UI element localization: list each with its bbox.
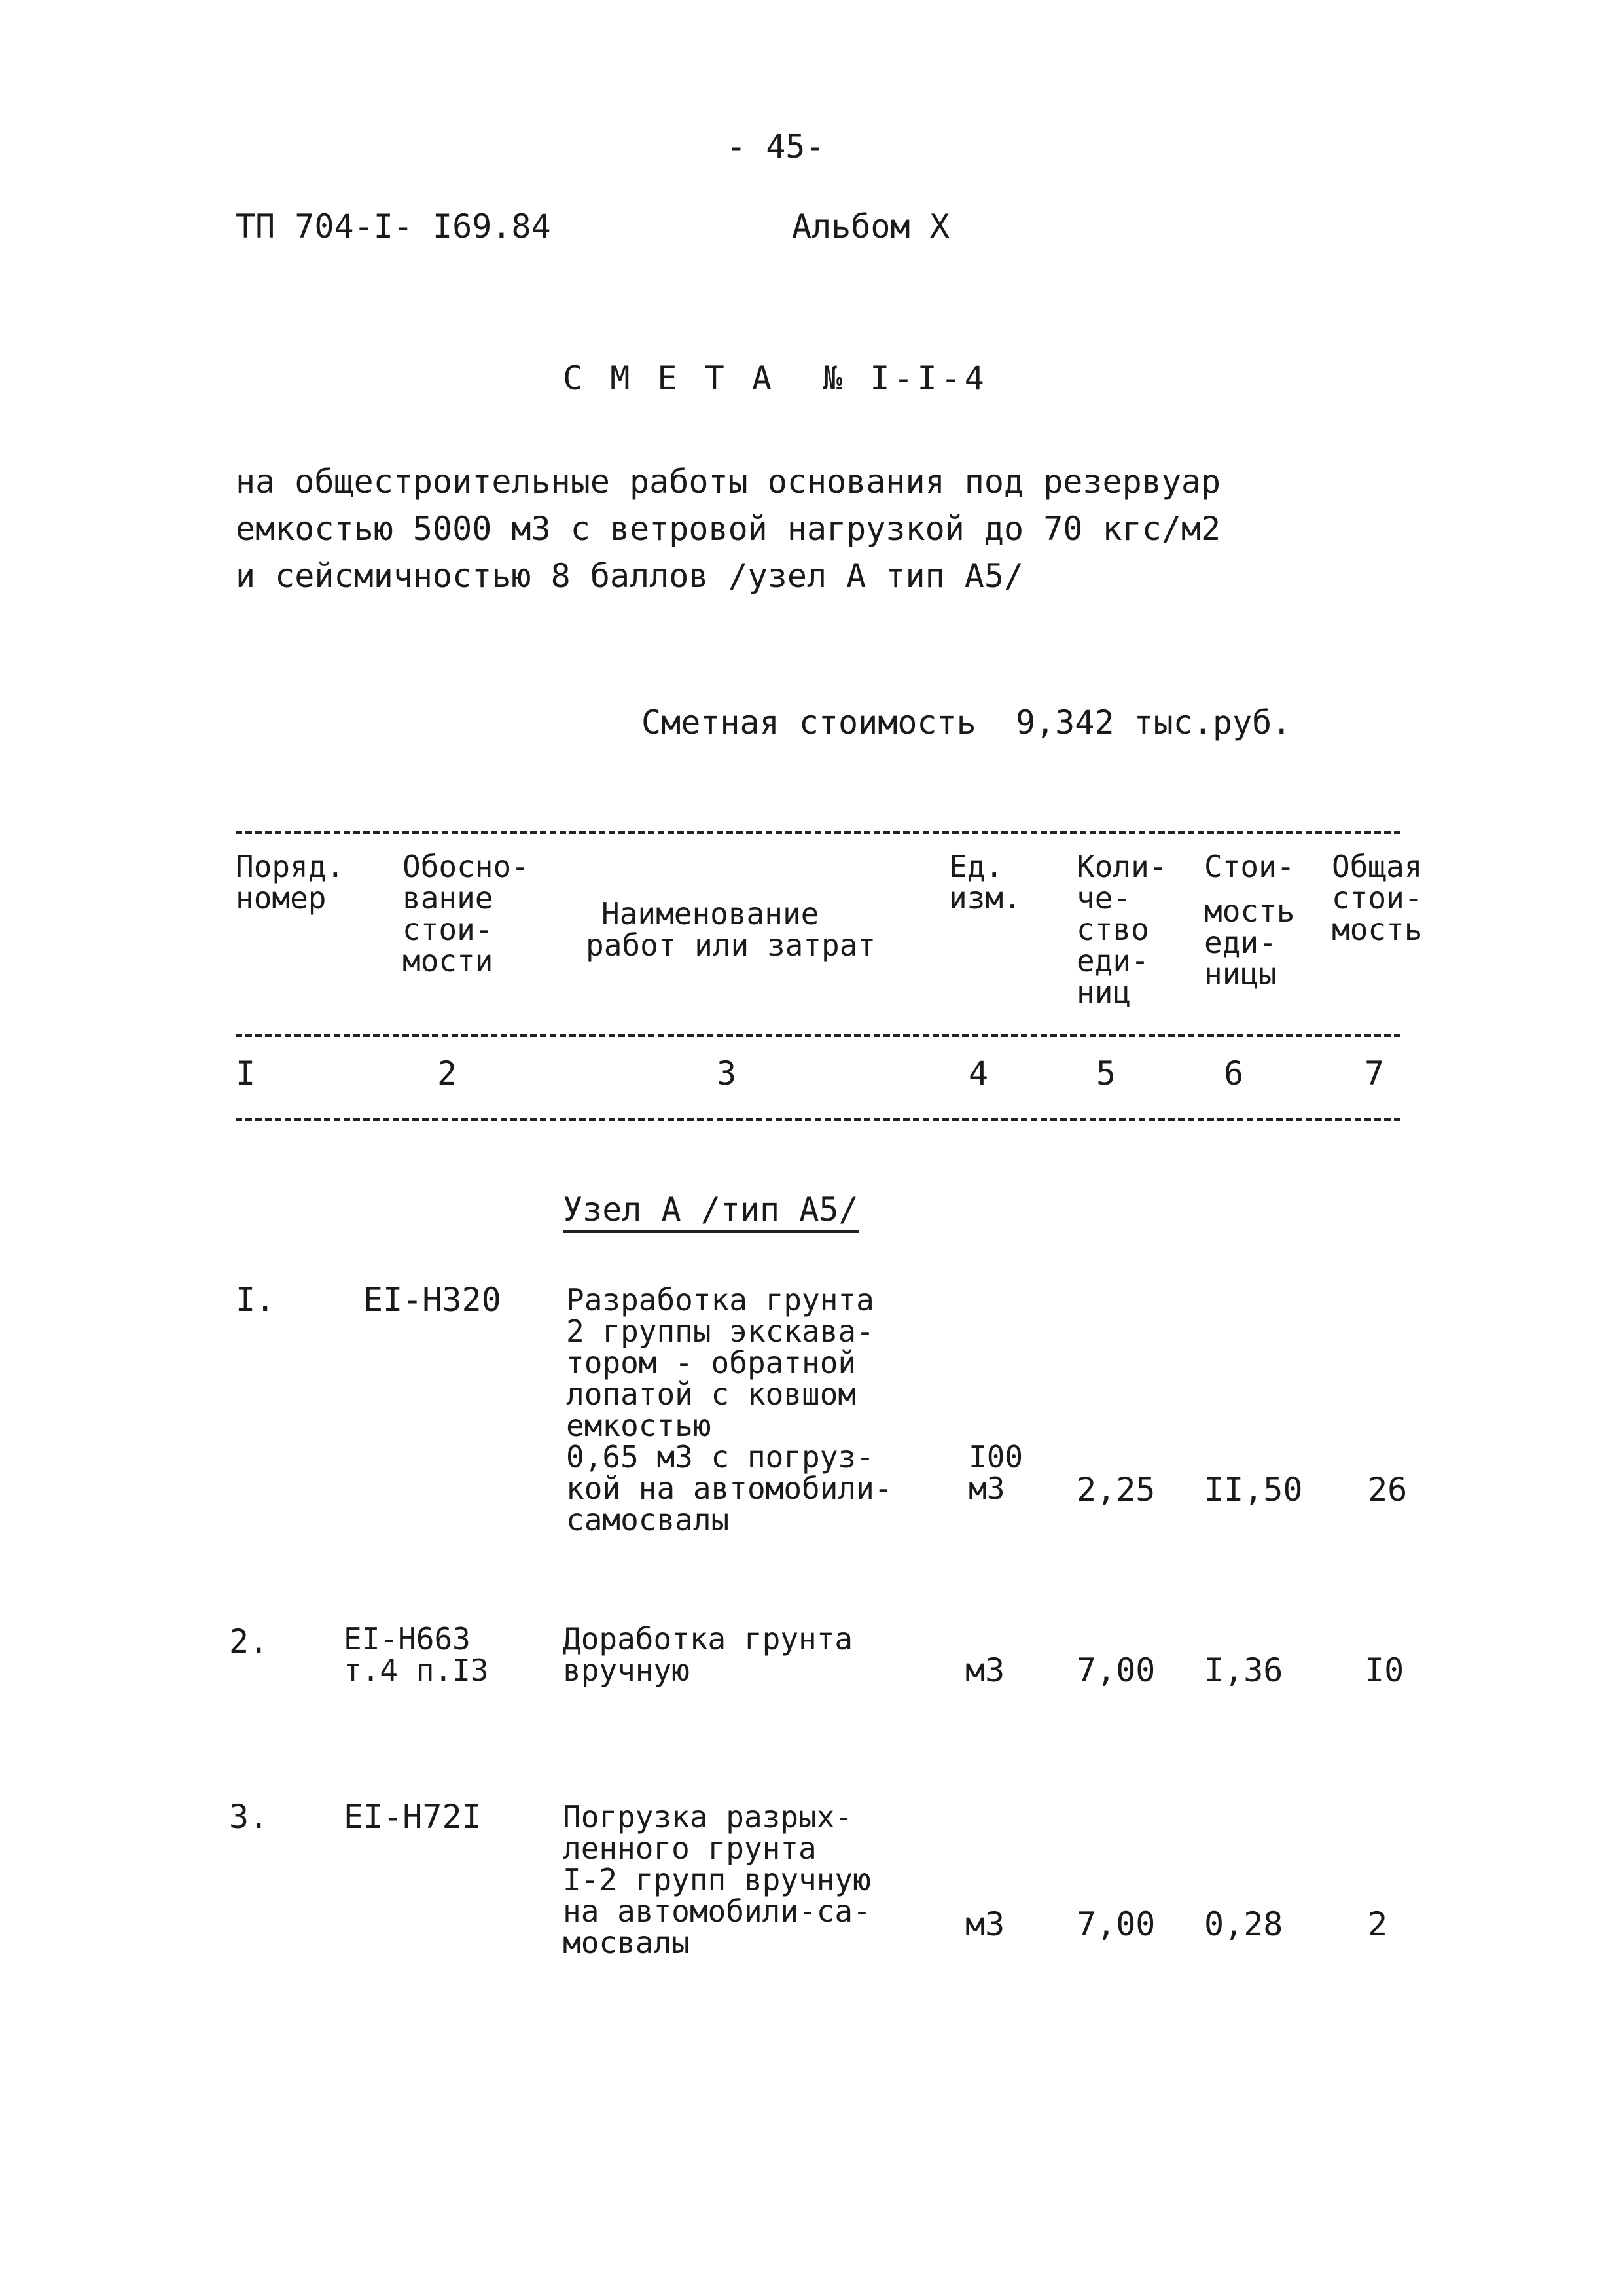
col-number-7: 7 bbox=[1364, 1054, 1385, 1092]
subtitle-line-1: на общестроительные работы основания под резервуар bbox=[236, 463, 1221, 501]
header-cost-basis: Обосно- вание стои- мости bbox=[402, 849, 529, 978]
header-order-number: Поряд. номер bbox=[236, 849, 345, 916]
row-3-total: 2 bbox=[1368, 1905, 1388, 1943]
header-unit: Ед. изм. bbox=[949, 849, 1022, 916]
subtitle-line-2: емкостью 5000 м3 с ветровой нагрузкой до 70 кгс/м2 bbox=[236, 510, 1221, 548]
col-number-3: 3 bbox=[717, 1054, 737, 1092]
row-2-number: 2. bbox=[229, 1623, 269, 1660]
row-2-quantity: 7,00 bbox=[1077, 1651, 1156, 1689]
row-1-basis: EI-H320 bbox=[363, 1281, 501, 1319]
col-number-5: 5 bbox=[1096, 1054, 1116, 1092]
row-1-total: 26 bbox=[1368, 1471, 1408, 1509]
document-title: С М Е Т А № I-I-4 bbox=[563, 359, 988, 397]
col-number-4: 4 bbox=[969, 1054, 989, 1092]
row-3-number: 3. bbox=[229, 1798, 269, 1836]
row-1-number: I. bbox=[236, 1281, 276, 1319]
row-3-basis: EI-H72I bbox=[344, 1798, 482, 1836]
header-unit-price: Стои- мость еди- ницы bbox=[1204, 849, 1295, 992]
row-1-unit-price: II,50 bbox=[1204, 1471, 1303, 1509]
album-label: Альбом X bbox=[792, 207, 950, 245]
row-3-name: Погрузка разрых- ленного грунта I-2 групп вручную на автомобили-са- мосвалы bbox=[563, 1799, 871, 1960]
col-number-2: 2 bbox=[437, 1054, 457, 1092]
table-top-rule bbox=[236, 831, 1400, 834]
header-total-cost: Общая стои- мость bbox=[1332, 849, 1423, 947]
col-number-6: 6 bbox=[1224, 1054, 1244, 1092]
column-numbers-bottom-rule bbox=[236, 1118, 1400, 1121]
row-2-basis: EI-H663 т.4 п.I3 bbox=[344, 1621, 489, 1688]
header-bottom-rule bbox=[236, 1034, 1400, 1037]
row-2-unit: м3 bbox=[965, 1651, 1005, 1689]
row-1-quantity: 2,25 bbox=[1077, 1471, 1156, 1509]
row-1-unit: I00 м3 bbox=[969, 1439, 1024, 1506]
row-3-unit-price: 0,28 bbox=[1204, 1905, 1283, 1943]
col-number-1: I bbox=[236, 1054, 256, 1092]
estimated-cost: Сметная стоимость 9,342 тыс.руб. bbox=[641, 704, 1292, 742]
document-code: ТП 704-I- I69.84 bbox=[236, 207, 551, 245]
row-3-unit: м3 bbox=[965, 1905, 1005, 1943]
row-2-name: Доработка грунта вручную bbox=[563, 1621, 853, 1688]
row-3-quantity: 7,00 bbox=[1077, 1905, 1156, 1943]
subtitle-line-3: и сейсмичностью 8 баллов /узел А тип А5/ bbox=[236, 557, 1024, 595]
row-1-name: Разработка грунта 2 группы экскава- тором - обратной лопатой с ковшом емкостью 0,65 м3 с погруз- кой на автомобили- самосвалы bbox=[566, 1282, 893, 1537]
row-2-unit-price: I,36 bbox=[1204, 1651, 1283, 1689]
header-work-name: Наименование работ или затрат bbox=[586, 896, 876, 963]
page-number: - 45- bbox=[726, 128, 825, 166]
section-title: Узел А /тип А5/ bbox=[563, 1191, 859, 1233]
row-2-total: I0 bbox=[1364, 1651, 1404, 1689]
header-quantity: Коли- че- ство еди- ниц bbox=[1077, 849, 1168, 1010]
